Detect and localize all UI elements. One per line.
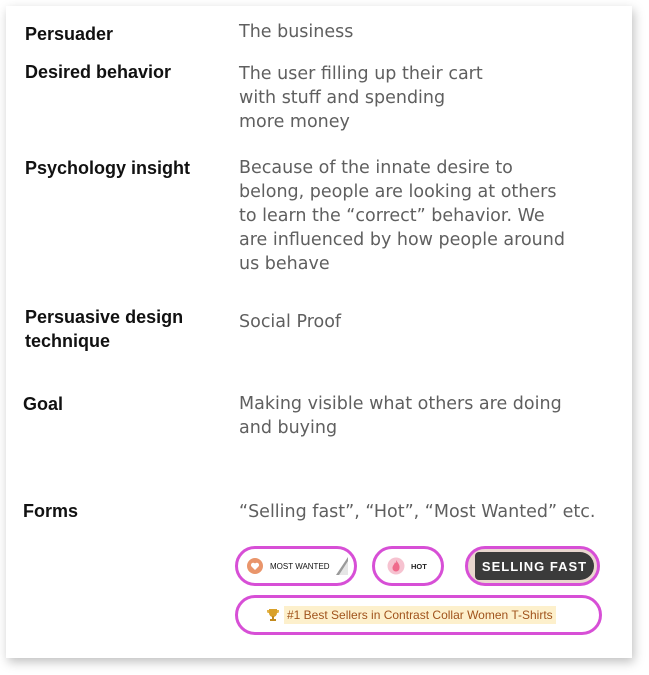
persuasion-card [6, 6, 632, 658]
value-forms: “Selling fast”, “Hot”, “Most Wanted” etc. [239, 502, 596, 522]
label-goal: Goal [23, 394, 64, 414]
value-persuader: The business [239, 22, 354, 42]
label-forms: Forms [23, 501, 79, 521]
label-psychology-insight: Psychology insight [25, 158, 191, 178]
label-desired-behavior: Desired behavior [25, 62, 172, 82]
label-persuasive-design-technique: Persuasive design technique [25, 307, 184, 351]
trophy-icon [266, 608, 280, 622]
value-goal: Making visible what others are doing and buying [239, 394, 562, 438]
best-sellers-label: #1 Best Sellers in Contrast Collar Women T-Shirts [284, 606, 556, 624]
most-wanted-label: MOST WANTED [270, 561, 330, 571]
medal-icon [246, 557, 264, 575]
value-psychology-insight: Because of the innate desire to belong, people are looking at others to learn the “correct” behavior. We are influenced by how people around us behave [239, 158, 565, 274]
label-persuader: Persuader [25, 24, 114, 44]
value-persuasive-design-technique: Social Proof [239, 312, 342, 332]
hot-label: HOT [411, 561, 427, 571]
value-desired-behavior: The user filling up their cart with stuff and spending more money [239, 64, 483, 132]
flame-icon [387, 557, 405, 575]
most-wanted-badge [235, 546, 357, 586]
corner-fold-icon [336, 557, 348, 575]
selling-fast-banner [475, 552, 594, 580]
best-sellers-badge [235, 595, 602, 635]
selling-fast-label: SELLING FAST [481, 558, 588, 574]
hot-badge [372, 546, 444, 586]
selling-fast-badge [465, 546, 600, 586]
